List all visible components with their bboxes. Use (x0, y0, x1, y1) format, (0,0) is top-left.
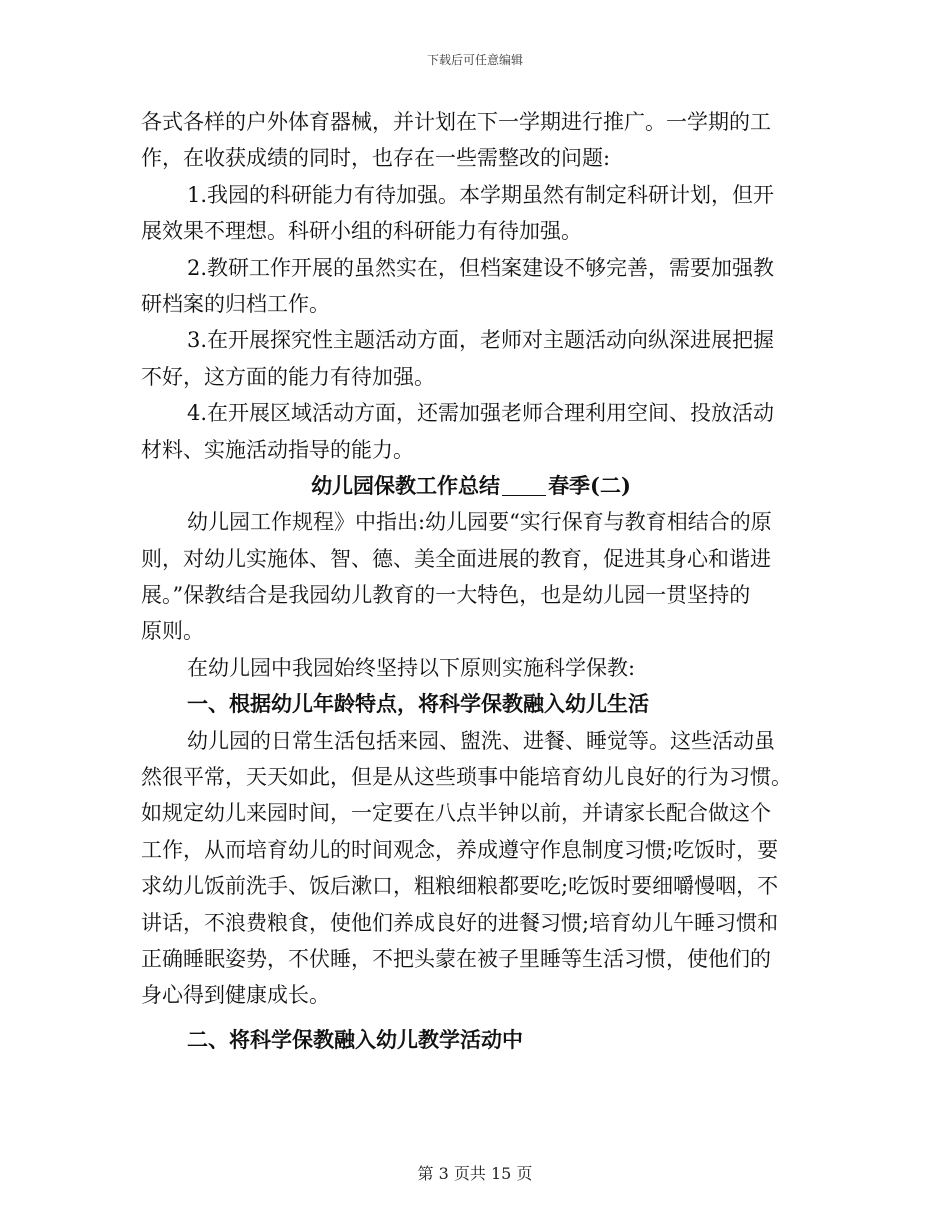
section-title-text: 幼儿园保教工作总结 (311, 472, 501, 498)
list-item-4-line: 4.在开展区域活动方面，还需加强老师合理利用空间、投放活动 (187, 401, 775, 426)
paragraph-line: 如规定幼儿来园时间，一定要在八点半钟以前，并请家长配合做这个 (141, 801, 771, 826)
page-header: 下载后可任意编辑 (426, 53, 523, 67)
paragraph-line: 原则。 (141, 619, 204, 644)
paragraph-line: 幼儿园的日常生活包括来园、盥洗、进餐、睡觉等。这些活动虽 (187, 728, 775, 753)
paragraph-line: 各式各样的户外体育器械，并计划在下一学期进行推广。一学期的工 (141, 110, 771, 134)
paragraph-line: 工作，从而培育幼儿的时间观念，养成遵守作息制度习惯;吃饭时，要 (141, 837, 779, 862)
paragraph-line: 然很平常，天天如此，但是从这些琐事中能培育幼儿良好的行为习惯。 (141, 765, 792, 790)
paragraph-line: 正确睡眠姿势，不伏睡，不把头蒙在被子里睡等生活习惯，使他们的 (141, 946, 771, 971)
paragraph-line: 在幼儿园中我园始终坚持以下原则实施科学保教: (187, 655, 636, 680)
list-item-4-line: 材料、实施活动指导的能力。 (141, 437, 414, 462)
list-item-2-line: 2.教研工作开展的虽然实在，但档案建设不够完善，需要加强教 (187, 255, 775, 280)
list-item-1-line: 展效果不理想。科研小组的科研能力有待加强。 (141, 219, 582, 244)
section-title (141, 468, 801, 504)
paragraph-line: 则，对幼儿实施体、智、德、美全面进展的教育，促进其身心和谐进 (141, 546, 771, 571)
list-item-1-line: 1.我园的科研能力有待加强。本学期虽然有制定科研计划，但开 (187, 182, 775, 207)
paragraph-line: 作，在收获成绩的同时，也存在一些需整改的问题: (141, 146, 611, 171)
paragraph-line: 求幼儿饭前洗手、饭后漱口，粗粮细粮都要吃;吃饭时要细嚼慢咽，不 (141, 874, 779, 899)
paragraph-line: 身心得到健康成长。 (141, 983, 330, 1008)
heading-1: 一、根据幼儿年龄特点，将科学保教融入幼儿生活 (187, 691, 649, 717)
list-item-3-line: 3.在开展探究性主题活动方面，老师对主题活动向纵深进展把握 (187, 328, 775, 353)
paragraph-line: 展。”保教结合是我园幼儿教育的一大特色，也是幼儿园一贯坚持的 (141, 583, 751, 608)
list-item-3-line: 不好，这方面的能力有待加强。 (141, 364, 435, 389)
title-blank-underline (502, 473, 546, 496)
section-spacer (141, 1014, 801, 1022)
document-body (141, 104, 801, 1058)
list-item-2-line: 研档案的归档工作。 (141, 291, 330, 316)
section-title-suffix: 春季(二) (548, 472, 631, 498)
paragraph-line: 讲话，不浪费粮食，使他们养成良好的进餐习惯;培育幼儿午睡习惯和 (141, 910, 779, 935)
paragraph-line: 幼儿园工作规程》中指出:幼儿园要“实行保育与教育相结合的原 (187, 510, 772, 535)
heading-2: 二、将科学保教融入幼儿教学活动中 (187, 1026, 523, 1052)
page-footer: 第 3 页共 15 页 (417, 1164, 533, 1183)
